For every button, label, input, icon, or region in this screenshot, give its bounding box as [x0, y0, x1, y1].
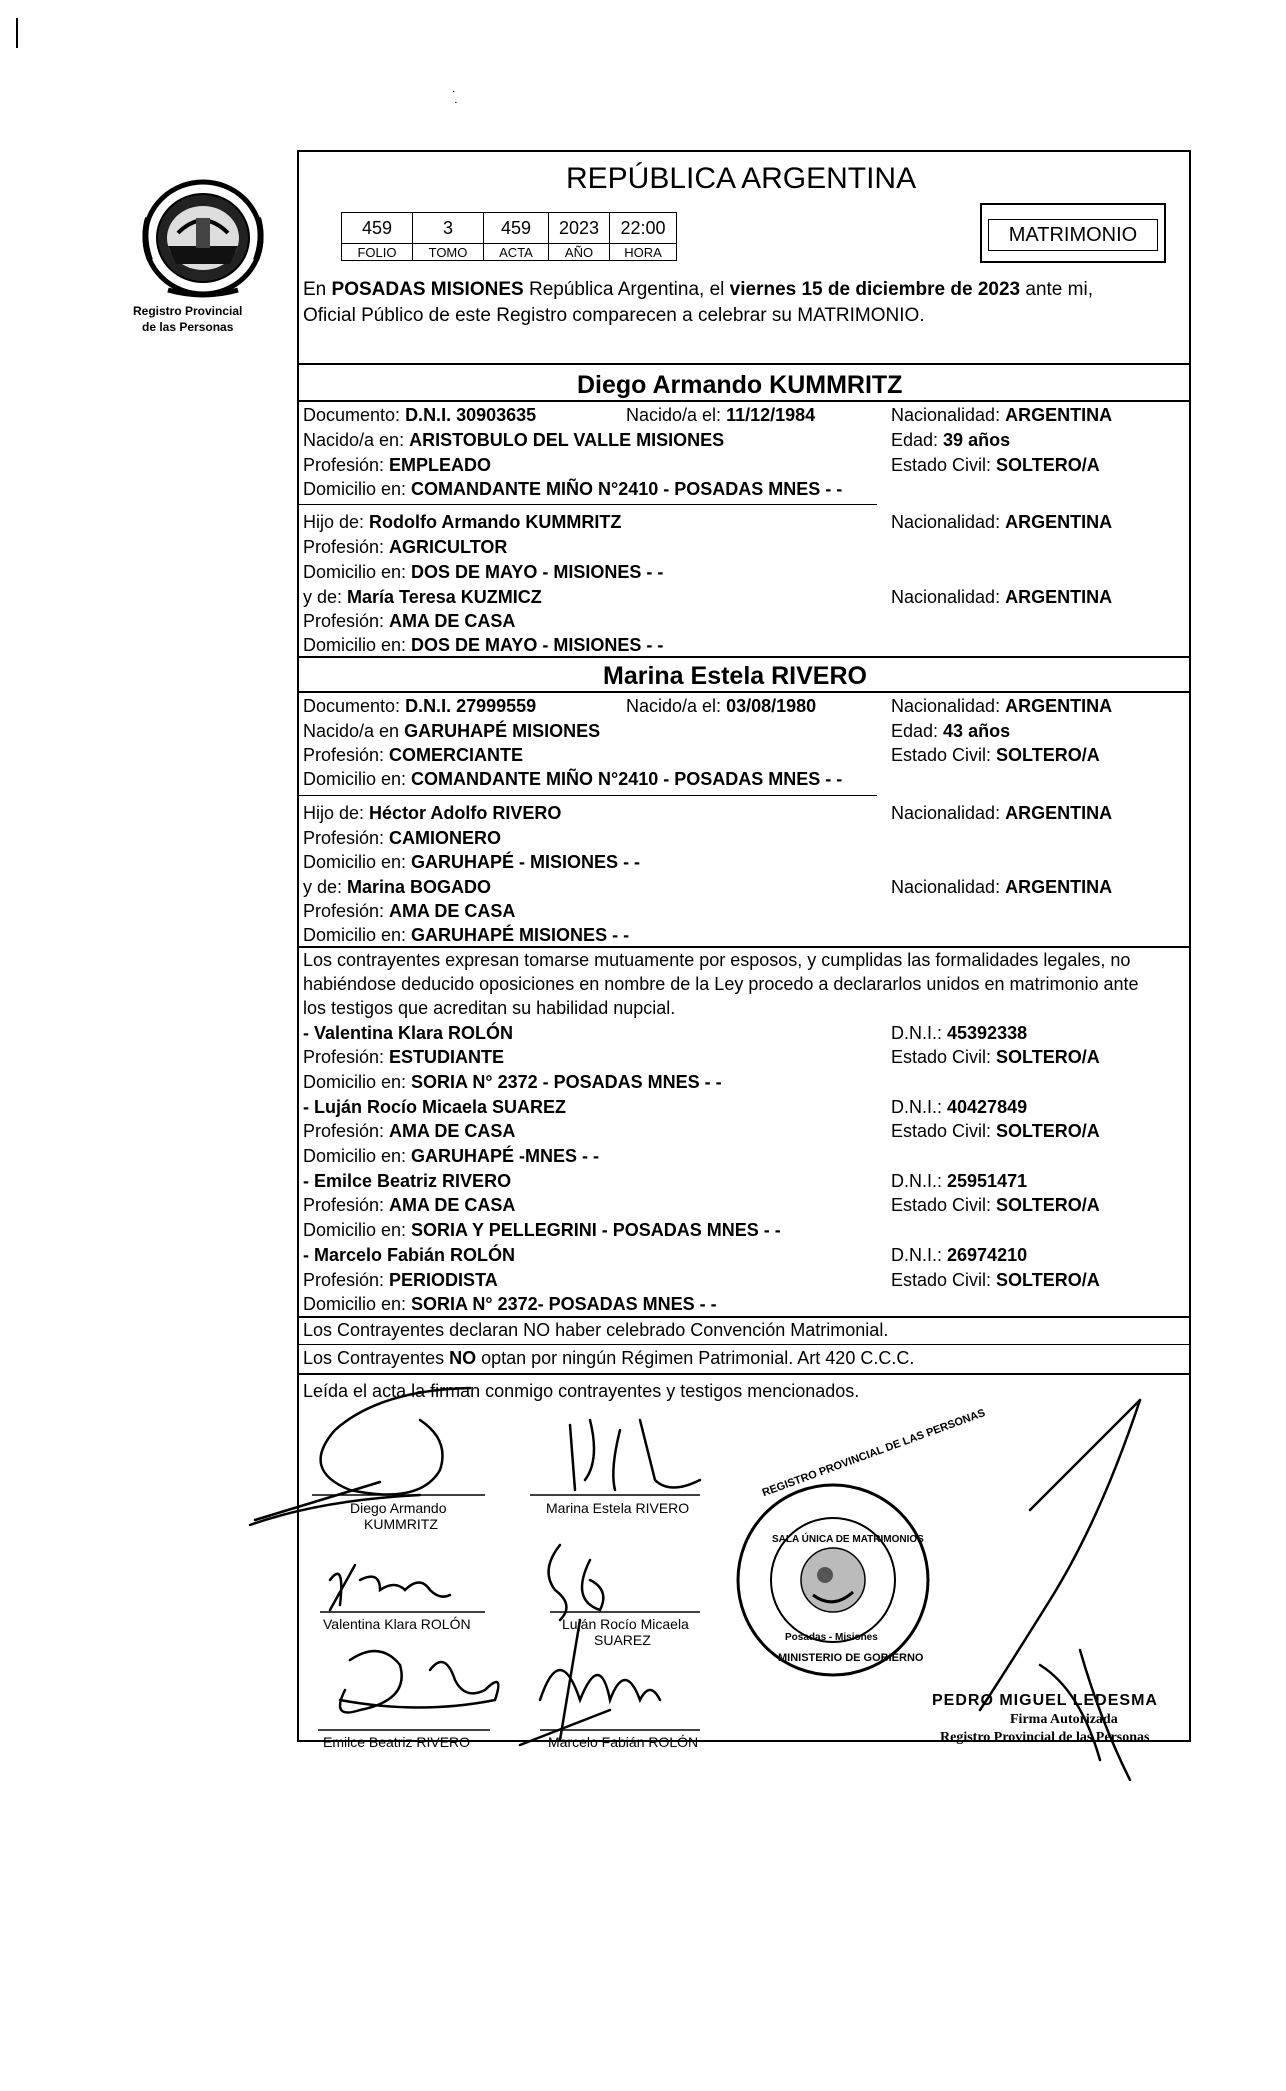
groom-document: Documento: D.N.I. 30903635: [303, 405, 537, 425]
declaration-line2: habiéndose deducido oposiciones en nombre de la Ley procedo a declararlos unidos en matrimonio ante: [303, 974, 1139, 994]
bride-mother-address: Domicilio en: GARUHAPÉ MISIONES - -: [303, 925, 630, 945]
acta-label: ACTA: [484, 244, 549, 261]
bride-address: Domicilio en: COMANDANTE MIÑO N°2410 - POSADAS MNES - -: [303, 769, 843, 789]
signature-groom-line2: KUMMRITZ: [364, 1516, 438, 1532]
groom-mother-nationality: Nacionalidad: ARGENTINA: [891, 587, 1113, 607]
bride-age: Edad: 43 años: [891, 721, 1011, 741]
groom-mother: y de: María Teresa KUZMICZ: [303, 587, 542, 607]
witness-2-name: - Luján Rocío Micaela SUAREZ: [303, 1097, 567, 1117]
witness-4-name: - Marcelo Fabián ROLÓN: [303, 1245, 516, 1265]
signature-witness-2-line1: Luján Rocío Micaela: [562, 1616, 689, 1632]
tomo-value: 3: [413, 213, 484, 244]
groom-civil-status: Estado Civil: SOLTERO/A: [891, 455, 1100, 475]
witness-2-civil-status: Estado Civil: SOLTERO/A: [891, 1121, 1100, 1141]
groom-mother-address: Domicilio en: DOS DE MAYO - MISIONES - -: [303, 635, 664, 655]
witness-4-dni: D.N.I.: 26974210: [891, 1245, 1028, 1265]
signature-witness-3: Emilce Beatriz RIVERO: [323, 1734, 471, 1750]
bride-birth-date: Nacido/a el: 03/08/1980: [626, 696, 817, 716]
groom-address: Domicilio en: COMANDANTE MIÑO N°2410 - POSADAS MNES - -: [303, 479, 843, 499]
witness-4-civil-status: Estado Civil: SOLTERO/A: [891, 1270, 1100, 1290]
seal-inner-text: SALA ÚNICA DE MATRIMONIOS: [772, 1534, 924, 1545]
bride-profession: Profesión: COMERCIANTE: [303, 745, 524, 765]
tomo-label: TOMO: [413, 244, 484, 261]
page-title: REPÚBLICA ARGENTINA: [566, 162, 917, 195]
groom-birth-place: Nacido/a en: ARISTOBULO DEL VALLE MISIONES: [303, 430, 725, 450]
groom-father-address: Domicilio en: DOS DE MAYO - MISIONES - -: [303, 562, 664, 582]
bride-birth-place: Nacido/a en GARUHAPÉ MISIONES: [303, 721, 601, 741]
record-type: MATRIMONIO: [988, 219, 1158, 251]
anio-label: AÑO: [549, 244, 610, 261]
witness-2-address: Domicilio en: GARUHAPÉ -MNES - -: [303, 1146, 600, 1166]
scan-dots: ˙ ̣: [452, 88, 461, 104]
groom-age: Edad: 39 años: [891, 430, 1011, 450]
witness-2-dni: D.N.I.: 40427849: [891, 1097, 1028, 1117]
hora-value: 22:00: [610, 213, 677, 244]
bride-father-profession: Profesión: CAMIONERO: [303, 828, 502, 848]
bride-civil-status: Estado Civil: SOLTERO/A: [891, 745, 1100, 765]
logo-caption-line1: Registro Provincial: [133, 304, 243, 318]
signature-witness-4: Marcelo Fabián ROLÓN: [548, 1734, 699, 1750]
convention-note: Los Contrayentes declaran NO haber celebrado Convención Matrimonial.: [303, 1320, 889, 1340]
witness-4-address: Domicilio en: SORIA N° 2372- POSADAS MNES - -: [303, 1294, 717, 1314]
official-role: Firma Autorizada: [1010, 1712, 1118, 1727]
witness-3-name: - Emilce Beatriz RIVERO: [303, 1171, 512, 1191]
bride-document: Documento: D.N.I. 27999559: [303, 696, 537, 716]
signature-witness-2-line2: SUAREZ: [594, 1632, 651, 1648]
groom-profession: Profesión: EMPLEADO: [303, 455, 492, 475]
witness-3-profession: Profesión: AMA DE CASA: [303, 1195, 516, 1215]
witness-4-profession: Profesión: PERIODISTA: [303, 1270, 498, 1290]
bride-mother-nationality: Nacionalidad: ARGENTINA: [891, 877, 1113, 897]
bride-father-nationality: Nacionalidad: ARGENTINA: [891, 803, 1113, 823]
signature-witness-1: Valentina Klara ROLÓN: [323, 1616, 471, 1632]
bride-nationality: Nacionalidad: ARGENTINA: [891, 696, 1113, 716]
official-registry: Registro Provincial de las Personas: [940, 1730, 1150, 1745]
seal-bottom-text: MINISTERIO DE GOBIERNO: [778, 1652, 924, 1664]
hora-label: HORA: [610, 244, 677, 261]
read-note: Leída el acta la firman conmigo contrayentes y testigos mencionados.: [303, 1381, 860, 1401]
witness-1-profession: Profesión: ESTUDIANTE: [303, 1047, 505, 1067]
groom-name: Diego Armando KUMMRITZ: [577, 371, 903, 399]
bride-father-address: Domicilio en: GARUHAPÉ - MISIONES - -: [303, 852, 641, 872]
groom-father: Hijo de: Rodolfo Armando KUMMRITZ: [303, 512, 622, 532]
witness-2-profession: Profesión: AMA DE CASA: [303, 1121, 516, 1141]
groom-father-nationality: Nacionalidad: ARGENTINA: [891, 512, 1113, 532]
intro-line1: En POSADAS MISIONES República Argentina, el viernes 15 de diciembre de 2023 ante mi,: [303, 279, 1093, 300]
bride-father: Hijo de: Héctor Adolfo RIVERO: [303, 803, 562, 823]
groom-nationality: Nacionalidad: ARGENTINA: [891, 405, 1113, 425]
signature-groom-line1: Diego Armando: [350, 1500, 447, 1516]
bride-mother: y de: Marina BOGADO: [303, 877, 492, 897]
witness-1-civil-status: Estado Civil: SOLTERO/A: [891, 1047, 1100, 1067]
witness-3-civil-status: Estado Civil: SOLTERO/A: [891, 1195, 1100, 1215]
witness-1-name: - Valentina Klara ROLÓN: [303, 1023, 514, 1043]
logo-caption-line2: de las Personas: [142, 320, 234, 334]
groom-father-profession: Profesión: AGRICULTOR: [303, 537, 508, 557]
intro-line2: Oficial Público de este Registro comparecen a celebrar su MATRIMONIO.: [303, 305, 925, 326]
seal-small-text: Posadas - Misiones: [785, 1632, 878, 1643]
bride-mother-profession: Profesión: AMA DE CASA: [303, 901, 516, 921]
acta-value: 459: [484, 213, 549, 244]
seal-outer-text: REGISTRO PROVINCIAL DE LAS PERSONAS: [760, 1407, 987, 1500]
official-name: PEDRO MIGUEL LEDESMA: [932, 1692, 1158, 1709]
anio-value: 2023: [549, 213, 610, 244]
witness-3-dni: D.N.I.: 25951471: [891, 1171, 1028, 1191]
declaration-line1: Los contrayentes expresan tomarse mutuamente por esposos, y cumplidas las formalidades legales, no: [303, 950, 1131, 970]
groom-mother-profession: Profesión: AMA DE CASA: [303, 611, 516, 631]
signature-bride: Marina Estela RIVERO: [546, 1500, 690, 1516]
regime-note: Los Contrayentes NO optan por ningún Régimen Patrimonial. Art 420 C.C.C.: [303, 1348, 915, 1368]
witness-1-address: Domicilio en: SORIA N° 2372 - POSADAS MNES - -: [303, 1072, 722, 1092]
groom-birth-date: Nacido/a el: 11/12/1984: [626, 405, 816, 425]
witness-3-address: Domicilio en: SORIA Y PELLEGRINI - POSADAS MNES - -: [303, 1220, 781, 1240]
witness-1-dni: D.N.I.: 45392338: [891, 1023, 1028, 1043]
bride-name: Marina Estela RIVERO: [603, 662, 867, 690]
folio-label: FOLIO: [342, 244, 413, 261]
folio-value: 459: [342, 213, 413, 244]
declaration-line3: los testigos que acreditan su habilidad nupcial.: [303, 998, 676, 1018]
